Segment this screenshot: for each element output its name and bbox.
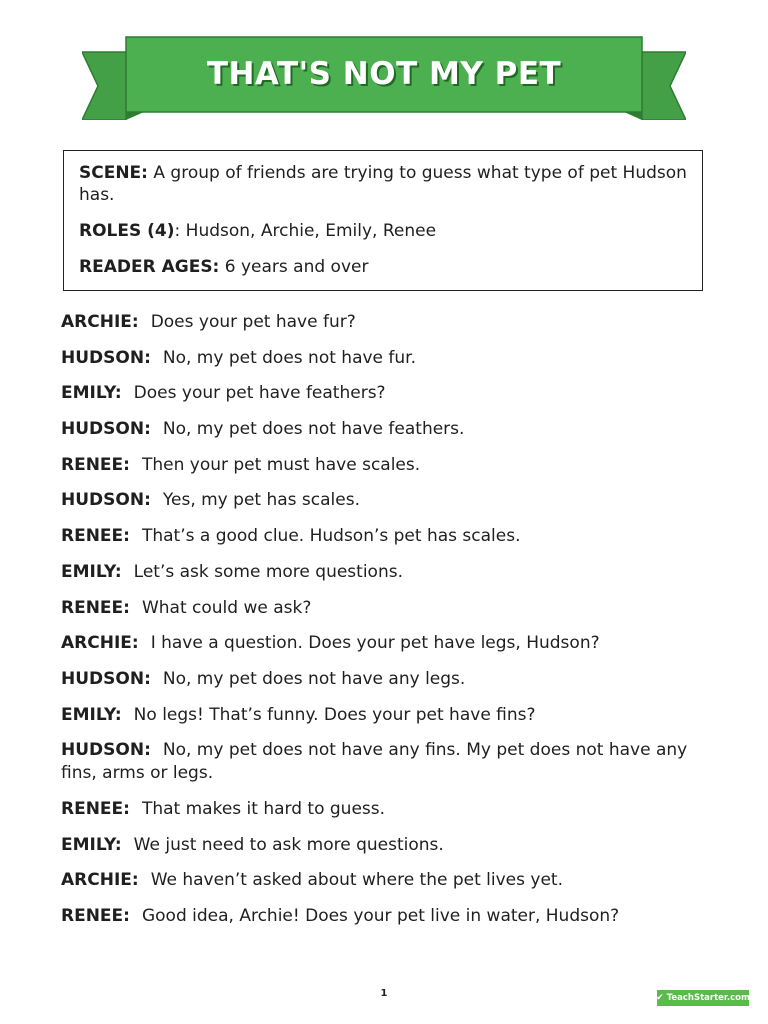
script-lines [61, 311, 701, 941]
speaker-name: HUDSON: [61, 740, 151, 761]
check-icon: ✔ [656, 993, 664, 1003]
dialogue-text: What could we ask? [141, 597, 312, 618]
scene-text: A group of friends are trying to guess what type of pet Hudson has. [79, 163, 687, 205]
roles-line [79, 220, 687, 242]
script-line [61, 525, 701, 548]
dialogue-text: Let’s ask some more questions. [133, 561, 403, 582]
speaker-name: HUDSON: [61, 490, 151, 511]
scene-line [79, 162, 687, 206]
speaker-name: EMILY: [61, 704, 122, 725]
speaker-name: RENEE: [61, 798, 130, 819]
dialogue-text: Then your pet must have scales. [141, 454, 421, 475]
dialogue-text: I have a question. Does your pet have legs, Hudson? [150, 633, 600, 654]
speaker-name: HUDSON: [61, 668, 151, 689]
speaker-name: EMILY: [61, 383, 122, 404]
dialogue-text: That’s a good clue. Hudson’s pet has scales. [141, 526, 521, 547]
speaker-name: EMILY: [61, 561, 122, 582]
script-line [61, 905, 701, 928]
reader-ages-label: READER AGES: [79, 257, 220, 277]
script-line [61, 597, 701, 620]
script-line [61, 668, 701, 691]
script-line [61, 311, 701, 334]
speaker-name: RENEE: [61, 526, 130, 547]
dialogue-text: Good idea, Archie! Does your pet live in water, Hudson? [141, 906, 620, 926]
script-line [61, 347, 701, 370]
speaker-name: RENEE: [61, 906, 130, 926]
speaker-name: EMILY: [61, 834, 122, 855]
dialogue-text: No legs! That’s funny. Does your pet have fins? [133, 704, 536, 725]
roles-text: : Hudson, Archie, Emily, Renee [174, 221, 437, 241]
scene-info-box [63, 150, 703, 291]
script-line [61, 561, 701, 584]
reader-ages-line [79, 256, 687, 278]
speaker-name: HUDSON: [61, 419, 151, 440]
script-line [61, 382, 701, 405]
dialogue-text: No, my pet does not have feathers. [162, 419, 465, 440]
script-line [61, 454, 701, 477]
dialogue-text: No, my pet does not have any fins. My pet does not have any fins, arms or legs. [61, 740, 688, 784]
speaker-name: RENEE: [61, 454, 130, 475]
dialogue-text: No, my pet does not have fur. [162, 347, 417, 368]
script-line [61, 489, 701, 512]
speaker-name: HUDSON: [61, 347, 151, 368]
publisher-logo [657, 990, 749, 1006]
roles-label: ROLES (4) [79, 221, 175, 241]
speaker-name: ARCHIE: [61, 312, 139, 332]
reader-ages-text: 6 years and over [224, 257, 369, 277]
script-line [61, 869, 701, 892]
dialogue-text: No, my pet does not have any legs. [162, 668, 466, 689]
script-line [61, 418, 701, 441]
title-banner [82, 36, 686, 120]
script-line [61, 739, 701, 785]
script-line [61, 834, 701, 857]
dialogue-text: Does your pet have feathers? [133, 383, 386, 404]
script-line [61, 704, 701, 727]
dialogue-text: We haven’t asked about where the pet lives yet. [150, 870, 563, 891]
script-line [61, 798, 701, 821]
speaker-name: ARCHIE: [61, 870, 139, 891]
dialogue-text: Does your pet have fur? [150, 312, 356, 332]
dialogue-text: We just need to ask more questions. [133, 834, 444, 855]
scene-label: SCENE: [79, 163, 148, 183]
script-line [61, 632, 701, 655]
dialogue-text: Yes, my pet has scales. [162, 490, 360, 511]
speaker-name: ARCHIE: [61, 633, 139, 654]
dialogue-text: That makes it hard to guess. [141, 798, 386, 819]
page-title: THAT'S NOT MY PET [206, 56, 562, 92]
speaker-name: RENEE: [61, 597, 130, 618]
logo-text: TeachStarter.com [666, 993, 750, 1003]
page-number: 1 [380, 988, 388, 999]
